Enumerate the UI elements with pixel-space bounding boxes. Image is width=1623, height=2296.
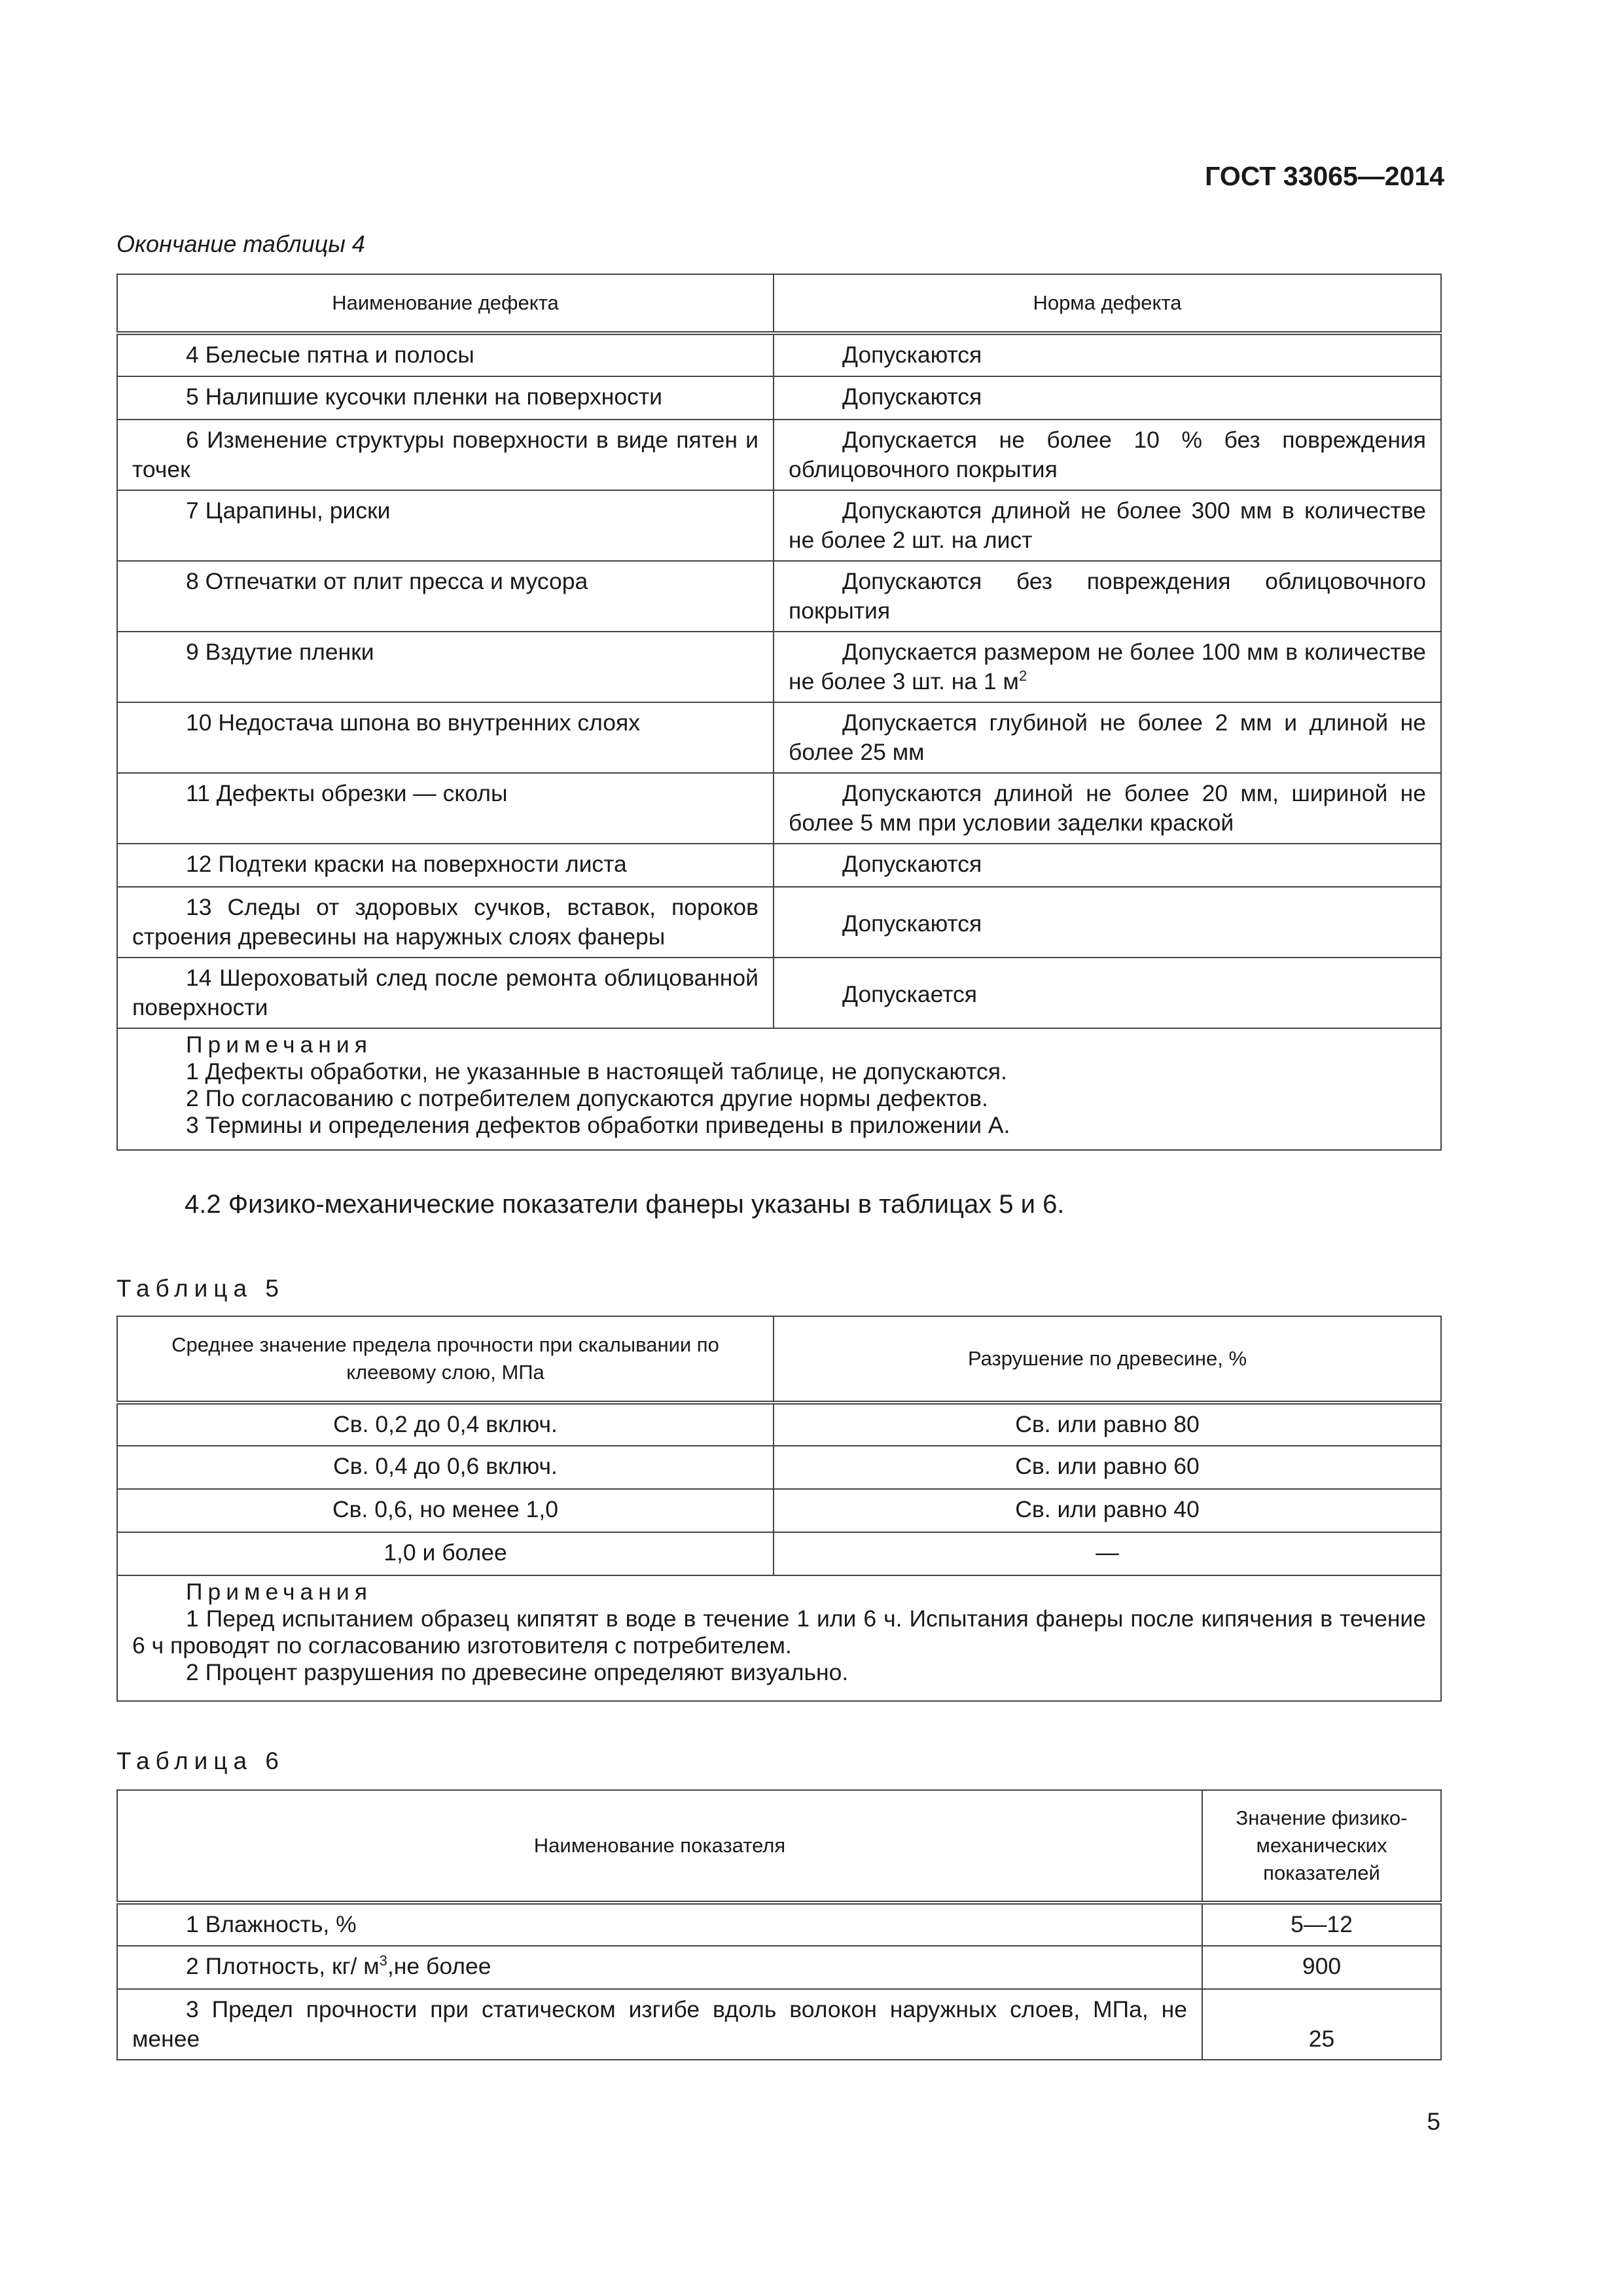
table5-cell-strength: Св. 0,4 до 0,6 включ. <box>117 1446 774 1489</box>
table4-cell-norm: Допускается <box>774 958 1441 1028</box>
table6-cell-value: 5—12 <box>1202 1903 1441 1946</box>
table5-cell-strength: Св. 0,2 до 0,4 включ. <box>117 1403 774 1446</box>
notes-title: Примечания <box>186 1579 372 1605</box>
table4-cell-name: 7 Царапины, риски <box>117 490 774 561</box>
table4-cell-norm-text: Допускается размером не более 100 мм в количестве не более 3 шт. на 1 м <box>789 639 1426 694</box>
table6-cell-name <box>117 1946 1202 1989</box>
table6-cell-name-text: 2 Плотность, кг/ м <box>186 1953 380 1979</box>
table4-cell-norm: Допускается не более 10 % без повреждения облицовочного покрытия <box>774 420 1441 490</box>
table6-cell-value: 900 <box>1202 1946 1441 1989</box>
superscript: 3 <box>379 1952 387 1969</box>
table4-cell-name: 5 Налипшие кусочки пленки на поверхности <box>117 376 774 420</box>
table4-cell-name: 13 Следы от здоровых сучков, вставок, пороков строения древесины на наружных слоях фанеры <box>117 887 774 958</box>
table5-cell-destruction: Св. или равно 80 <box>774 1403 1441 1446</box>
table4-notes <box>117 1028 1441 1150</box>
table5-cell-strength: Св. 0,6, но менее 1,0 <box>117 1489 774 1532</box>
table5-caption: Таблица 5 <box>116 1275 285 1302</box>
superscript: 2 <box>1018 668 1027 685</box>
table6-cell-name: 1 Влажность, % <box>117 1903 1202 1946</box>
notes-title: Примечания <box>186 1031 372 1058</box>
note-line: 3 Термины и определения дефектов обработки приведены в приложении А. <box>186 1112 1010 1138</box>
table5-notes <box>117 1575 1441 1701</box>
table4-cell-name: 11 Дефекты обрезки — сколы <box>117 773 774 844</box>
table5-cell-destruction: Св. или равно 60 <box>774 1446 1441 1489</box>
table5 <box>116 1316 1442 1702</box>
table4-header-norm: Норма дефекта <box>774 274 1441 333</box>
note-line: 2 По согласованию с потребителем допускаются другие нормы дефектов. <box>186 1085 988 1111</box>
table4-cell-norm: Допускаются <box>774 376 1441 420</box>
table5-cell-strength: 1,0 и более <box>117 1532 774 1575</box>
table5-header-strength: Среднее значение предела прочности при скалывании по клеевому слою, МПа <box>117 1316 774 1403</box>
table4-header-name: Наименование дефекта <box>117 274 774 333</box>
note-line: 1 Перед испытанием образец кипятят в воде в течение 1 или 6 ч. Испытания фанеры после кипячения в течение 6 ч проводят по согласованию изготовителя с потребителем. <box>132 1605 1426 1659</box>
table4-cell-norm: Допускаются без повреждения облицовочного покрытия <box>774 561 1441 632</box>
table4-cell-norm: Допускаются длиной не более 300 мм в количестве не более 2 шт. на лист <box>774 490 1441 561</box>
table4-cell-norm: Допускаются <box>774 333 1441 376</box>
table5-cell-destruction: — <box>774 1532 1441 1575</box>
standard-number: ГОСТ 33065—2014 <box>1205 161 1444 191</box>
table4-cell-name: 4 Белесые пятна и полосы <box>117 333 774 376</box>
table4 <box>116 274 1442 1151</box>
table4-cell-norm: Допускаются <box>774 887 1441 958</box>
table4-cell-name: 8 Отпечатки от плит пресса и мусора <box>117 561 774 632</box>
table4-cell-norm <box>774 632 1441 702</box>
page-number: 5 <box>1427 2108 1440 2135</box>
table4-cell-norm: Допускаются длиной не более 20 мм, шириной не более 5 мм при условии заделки краской <box>774 773 1441 844</box>
table6-caption: Таблица 6 <box>116 1748 285 1774</box>
note-line: 2 Процент разрушения по древесине определяют визуально. <box>186 1659 849 1685</box>
table4-cell-name: 12 Подтеки краски на поверхности листа <box>117 844 774 887</box>
table6-cell-value: 25 <box>1202 1989 1441 2060</box>
table6 <box>116 1789 1442 2060</box>
table4-cell-name: 10 Недостача шпона во внутренних слоях <box>117 702 774 773</box>
section-4-2-text: 4.2 Физико-механические показатели фанеры указаны в таблицах 5 и 6. <box>185 1190 1065 1219</box>
table6-header-value: Значение физико-механических показателей <box>1202 1790 1441 1903</box>
table5-cell-destruction: Св. или равно 40 <box>774 1489 1441 1532</box>
table5-header-destruction: Разрушение по древесине, % <box>774 1316 1441 1403</box>
table4-cell-norm: Допускается глубиной не более 2 мм и длиной не более 25 мм <box>774 702 1441 773</box>
table4-cell-name: 14 Шероховатый след после ремонта облицованной поверхности <box>117 958 774 1028</box>
table4-cell-name: 6 Изменение структуры поверхности в виде пятен и точек <box>117 420 774 490</box>
note-line: 1 Дефекты обработки, не указанные в настоящей таблице, не допускаются. <box>186 1058 1007 1085</box>
table6-cell-name: 3 Предел прочности при статическом изгибе вдоль волокон наружных слоев, МПа, не менее <box>117 1989 1202 2060</box>
table4-continuation-caption: Окончание таблицы 4 <box>116 230 365 257</box>
table4-cell-norm: Допускаются <box>774 844 1441 887</box>
table6-header-name: Наименование показателя <box>117 1790 1202 1903</box>
table4-cell-name: 9 Вздутие пленки <box>117 632 774 702</box>
table6-cell-name-tail: ,не более <box>387 1953 491 1979</box>
